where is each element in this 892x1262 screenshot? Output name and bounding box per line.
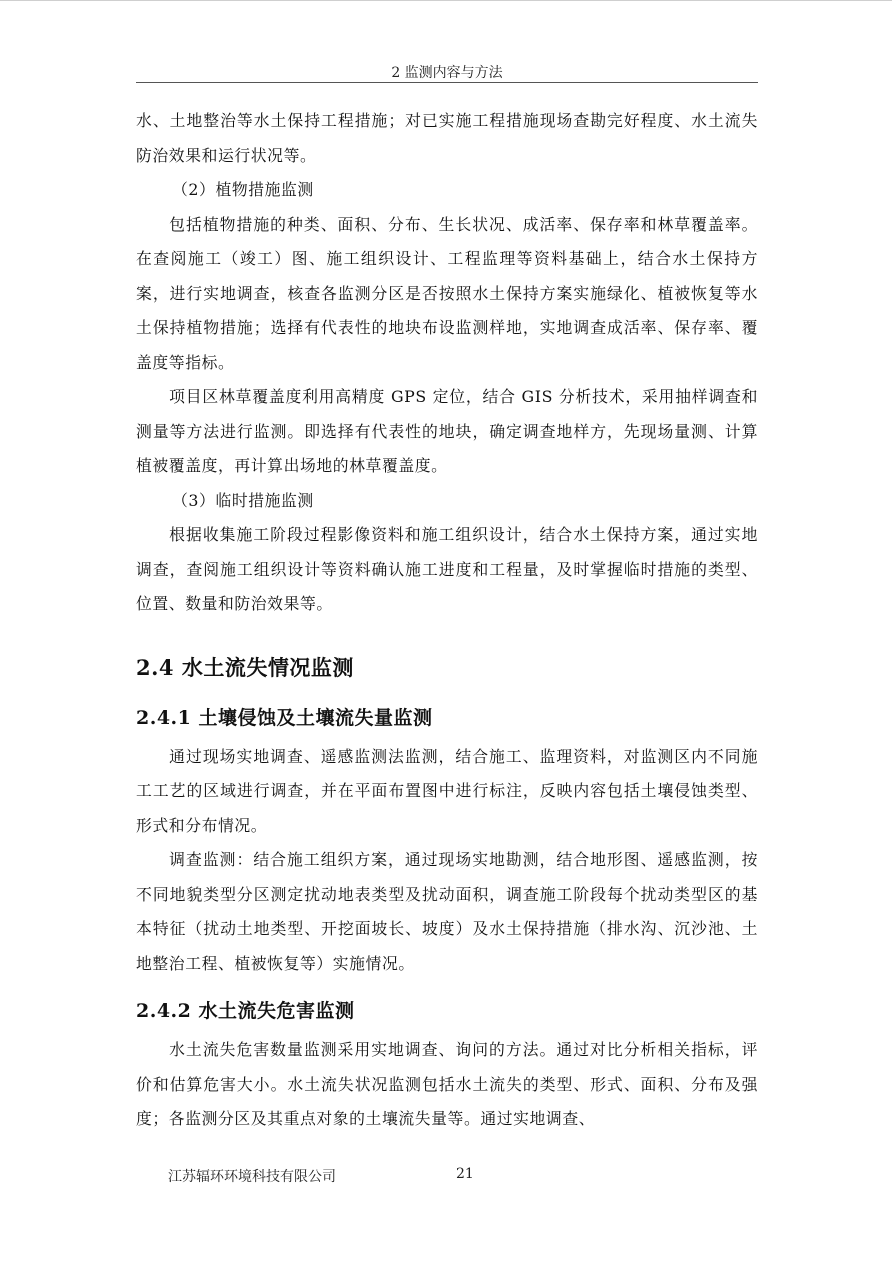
paragraph-soil-erosion: 通过现场实地调查、遥感监测法监测，结合施工、监理资料，对监测区内不同施工工艺的区域进行调查，并在平面布置图中进行标注，反映内容包括土壤侵蚀类型、形式和分布情况。 <box>136 746 758 835</box>
subsection-plant-measures: （2）植物措施监测 <box>172 180 314 199</box>
page-header: 2 监测内容与方法 <box>391 65 503 81</box>
paragraph-temporary-measures: 根据收集施工阶段过程影像资料和施工组织设计，结合水土保持方案，通过实地调查，查阅施工组织设计等资料确认施工进度和工程量，及时掌握临时措施的类型、位置、数量和防治效果等。 <box>136 525 758 613</box>
top-border <box>0 0 892 1</box>
paragraph-plant-measures: 包括植物措施的种类、面积、分布、生长状况、成活率、保存率和林草覆盖率。在查阅施工（竣工）图、施工组织设计、工程监理等资料基础上，结合水土保持方案，进行实地调查，核查各监测分区是否按照水土保持方案实施绿化、植被恢复等水土保持植物措施；选择有代表性的地块布设监测样地，实地调查成活率、保存率、覆盖度等指标。 <box>136 214 758 372</box>
section-heading-2-4-1: 2.4.1 土壤侵蚀及土壤流失量监测 <box>136 706 433 729</box>
paragraph-hazard-monitoring: 水土流失危害数量监测采用实地调查、询问的方法。通过对比分析相关指标，评价和估算危害大小。水土流失状况监测包括水土流失的类型、形式、面积、分布及强度；各监测分区及其重点对象的土壤流失量等。通过实地调查、 <box>136 1040 758 1128</box>
subsection-temporary-measures: （3）临时措施监测 <box>172 490 314 510</box>
section-heading-2-4-2: 2.4.2 水土流失危害监测 <box>136 1000 355 1022</box>
paragraph-continued: 水、土地整治等水土保持工程措施；对已实施工程措施现场查勘完好程度、水土流失防治效果和运行状况等。 <box>136 111 758 165</box>
section-heading-2-4: 2.4 水土流失情况监测 <box>136 654 354 680</box>
paragraph-coverage: 项目区林草覆盖度利用高精度 GPS 定位，结合 GIS 分析技术，采用抽样调查和测量等方法进行监测。即选择有代表性的地块，确定调查地样方，先现场量测、计算植被覆盖度，再计算出场地的林草覆盖度。 <box>136 387 758 475</box>
paragraph-survey-monitoring: 调查监测：结合施工组织方案，通过现场实地勘测，结合地形图、遥感监测，按不同地貌类型分区测定扰动地表类型及扰动面积，调查施工阶段每个扰动类型区的基本特征（扰动土地类型、开挖面坡长、坡度）及水土保持措施（排水沟、沉沙池、土地整治工程、植被恢复等）实施情况。 <box>136 850 758 973</box>
page-body <box>136 104 758 1137</box>
header-divider <box>136 82 758 83</box>
footer-company: 江苏辐环环境科技有限公司 <box>168 1169 336 1185</box>
page-number: 21 <box>456 1166 474 1182</box>
